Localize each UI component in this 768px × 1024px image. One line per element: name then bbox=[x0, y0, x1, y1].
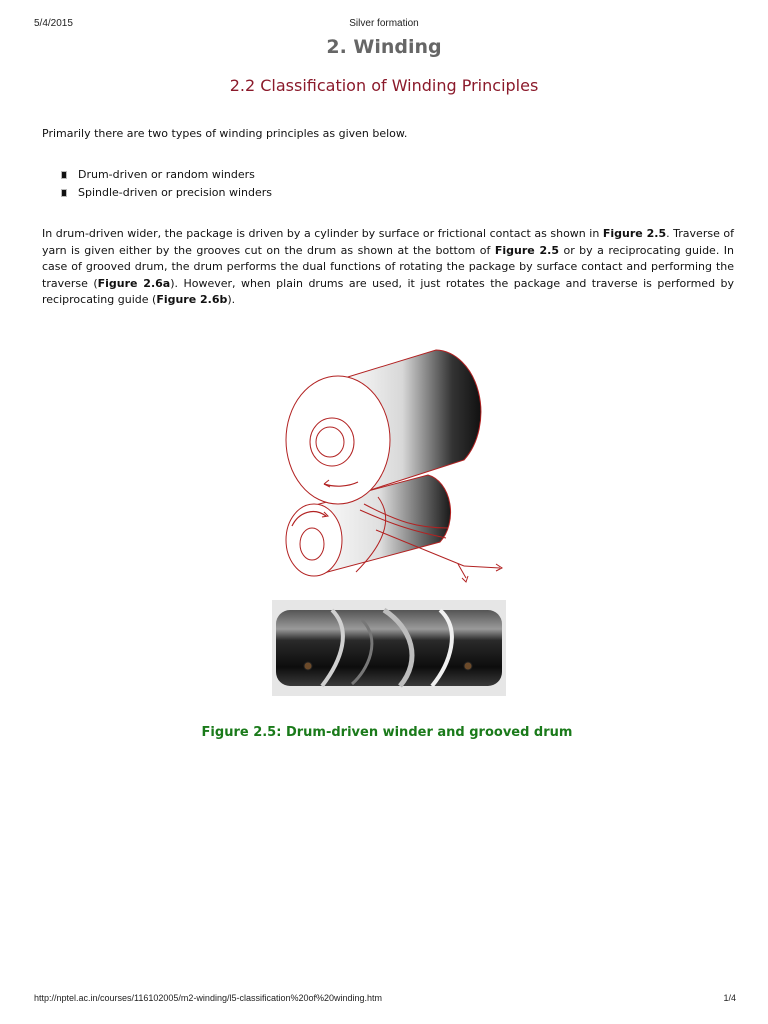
drum-winder-drawing bbox=[268, 332, 508, 594]
list-item-label: Drum-driven or random winders bbox=[78, 168, 255, 181]
figure-reference: Figure 2.5 bbox=[602, 227, 667, 240]
chapter-title: 2. Winding bbox=[326, 36, 442, 58]
bullet-icon bbox=[62, 190, 66, 196]
intro-text: Primarily there are two types of winding principles as given below. bbox=[42, 127, 408, 140]
figure-reference: Figure 2.6a bbox=[97, 276, 171, 290]
description-paragraph bbox=[42, 226, 734, 309]
paragraph-text: or by a reciprocating guide. In case of grooved drum, the drum performs the dual functions of rotating the package by surface contact and performing the traverse ( bbox=[42, 243, 734, 290]
figure-reference: Figure 2.6b bbox=[156, 293, 228, 306]
list-item bbox=[62, 184, 272, 202]
list-item-label: Spindle-driven or precision winders bbox=[78, 186, 272, 199]
paragraph-text: . Traverse of yarn is given either by the grooves cut on the drum as shown at the bottom of bbox=[42, 227, 734, 257]
page-number: 1/4 bbox=[723, 993, 736, 1003]
print-footer bbox=[0, 993, 768, 1007]
paragraph-text: ). However, when plain drums are used, it just rotates the package and traverse is performed by reciprocating guide ( bbox=[42, 276, 735, 306]
print-header bbox=[0, 18, 768, 32]
page-url: http://nptel.ac.in/courses/116102005/m2-winding/l5-classification%20of%20winding.htm bbox=[34, 993, 383, 1003]
paragraph-text: In drum-driven wider, the package is driven by a cylinder by surface or frictional contact as shown in bbox=[42, 227, 603, 240]
section-title: 2.2 Classification of Winding Principles bbox=[229, 76, 539, 95]
list-item bbox=[62, 166, 272, 184]
figure-caption: Figure 2.5: Drum-driven winder and grooved drum bbox=[201, 725, 573, 740]
paragraph-text: ). bbox=[227, 293, 236, 306]
bullet-icon bbox=[62, 172, 66, 178]
print-date: 5/4/2015 bbox=[34, 18, 73, 29]
winding-types-list bbox=[62, 166, 272, 202]
figure-reference: Figure 2.5 bbox=[494, 243, 559, 257]
grooved-drum-photo bbox=[272, 600, 506, 696]
print-title: Silver formation bbox=[349, 18, 419, 29]
